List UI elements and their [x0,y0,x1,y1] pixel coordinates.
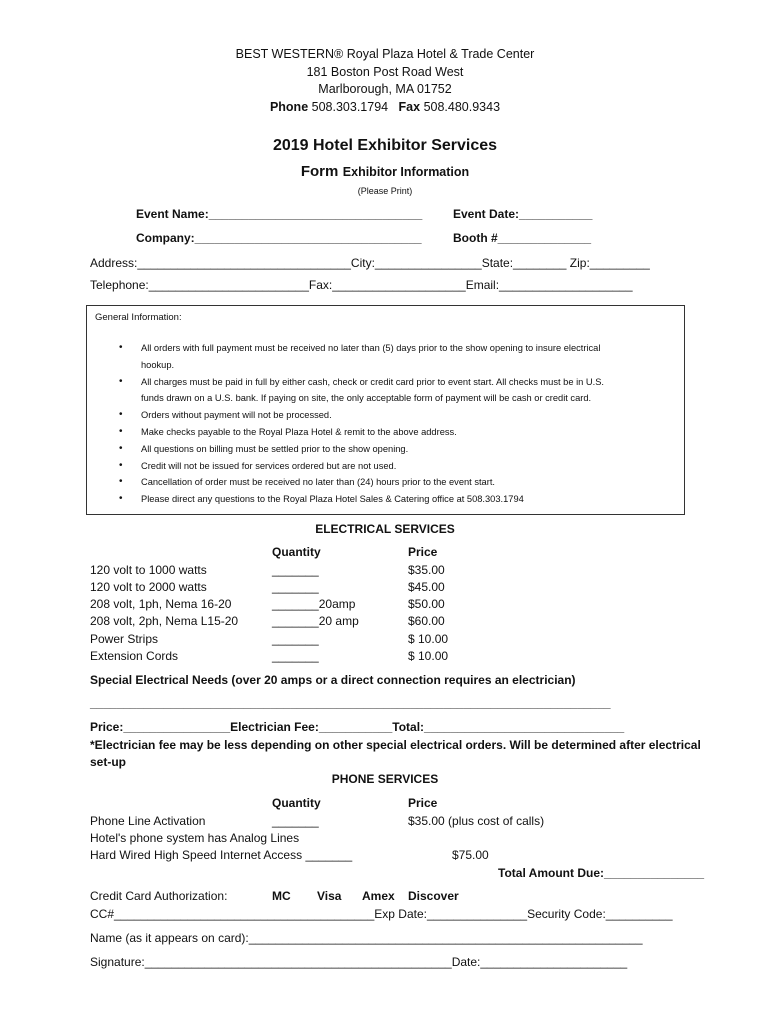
event-name-field[interactable]: Event Name:________________________________ [136,207,423,221]
electrical-qty-field[interactable]: _______20amp [272,597,356,611]
electrical-qty-field[interactable]: _______ [272,580,319,594]
general-info-box [86,305,685,515]
telephone-field[interactable]: Telephone:________________________Fax:____________________Email:____________________ [90,278,633,292]
page-subtitle [0,163,770,181]
electrical-item: 120 volt to 2000 watts [90,580,207,594]
fax-label: Fax [398,100,421,114]
general-info-item: • Credit will not be issued for services ordered but are not used. [141,458,671,475]
fax-number: 508.480.9343 [423,100,501,114]
general-info-text: funds drawn on a U.S. bank. If paying on site, the only acceptable form of payment will be cash or credit card. [141,393,592,404]
card-option-discover[interactable]: Discover [408,889,459,903]
signature-line[interactable]: Signature:______________________________________________Date:______________________ [90,955,628,969]
electrical-heading: ELECTRICAL SERVICES [315,522,455,536]
cc-number-line[interactable]: CC#_______________________________________Exp Date:_______________Security Code:__________ [90,907,673,921]
phone-line-qty-field[interactable]: _______ [272,814,319,828]
electrical-price: $50.00 [408,597,445,611]
electrical-qty-field[interactable]: _______20 amp [272,614,359,628]
phone-heading: PHONE SERVICES [331,772,439,786]
general-info-list [141,340,671,508]
phone-qty-header: Quantity [272,796,321,810]
electrical-price-header: Price [408,545,438,559]
hotel-city: Marlborough, MA 01752 [318,82,452,96]
event-date-field[interactable]: Event Date:___________ [453,207,593,221]
electrical-item: 120 volt to 1000 watts [90,563,207,577]
general-info-item: • All questions on billing must be settled prior to the show opening. [141,441,671,458]
total-amount-due-field[interactable]: Total Amount Due:_______________ [498,866,705,880]
electrical-item: Extension Cords [90,649,179,663]
electrical-item: 208 volt, 2ph, Nema L15-20 [90,614,239,628]
please-print-note: (Please Print) [357,186,413,196]
electrical-qty-header: Quantity [272,545,321,559]
electrical-price-line[interactable]: Price:________________Electrician Fee:___________Total:______________________________ [90,720,625,734]
special-needs-field[interactable]: ______________________________________________________________________________ [90,696,611,710]
general-info-item: • Orders without payment will not be processed. [141,407,671,424]
general-info-item-cont [141,357,671,374]
phone-line-price: $35.00 (plus cost of calls) [408,814,545,828]
electrical-price: $35.00 [408,563,445,577]
general-info-item: • All charges must be paid in full by either cash, check or credit card prior to event start. All checks must be in U.S. [141,374,671,391]
electrical-price: $60.00 [408,614,445,628]
address-field[interactable]: Address:________________________________City:________________State:________ Zip:_________ [90,256,650,270]
hotel-street: 181 Boston Post Road West [306,65,464,79]
electrical-price: $ 10.00 [408,649,449,663]
card-option-visa[interactable]: Visa [317,889,342,903]
phone-number: 508.303.1794 [311,100,389,114]
subtitle-form: Form [300,163,339,180]
phone-label: Phone [269,100,309,114]
hotel-contact [0,100,770,114]
electrician-fee-note: *Electrician fee may be less depending on other special electrical orders. Will be determined after electrical [90,738,701,752]
general-info-text: hookup. [141,359,175,370]
subtitle-info: Exhibitor Information [342,165,470,179]
page-title: 2019 Hotel Exhibitor Services [272,137,498,154]
electrician-fee-note-cont: set-up [90,755,126,769]
phone-price-header: Price [408,796,438,810]
card-option-amex[interactable]: Amex [362,889,395,903]
electrical-item: Power Strips [90,632,159,646]
company-field[interactable]: Company:__________________________________ [136,231,422,245]
internet-access-field[interactable]: Hard Wired High Speed Internet Access _______ [90,848,353,862]
card-option-mc[interactable]: MC [272,889,291,903]
internet-price: $75.00 [452,848,489,862]
general-info-title: General Information: [95,312,182,323]
general-info-item: • Make checks payable to the Royal Plaza Hotel & remit to the above address. [141,424,671,441]
general-info-item: • All orders with full payment must be received no later than (5) days prior to the show opening to insure electrical [141,340,671,357]
booth-field[interactable]: Booth #______________ [453,231,592,245]
special-needs-label: Special Electrical Needs (over 20 amps or a direct connection requires an electrician) [90,673,576,687]
electrical-qty-field[interactable]: _______ [272,632,319,646]
electrical-item: 208 volt, 1ph, Nema 16-20 [90,597,232,611]
electrical-price: $ 10.00 [408,632,449,646]
cc-authorization-label: Credit Card Authorization: [90,889,228,903]
general-info-item: • Cancellation of order must be received no later than (24) hours prior to the event start. [141,474,671,491]
general-info-item-cont [141,390,671,407]
electrical-price: $45.00 [408,580,445,594]
general-info-item: • Please direct any questions to the Royal Plaza Hotel Sales & Catering office at 508.303.1794 [141,491,671,508]
analog-lines-note: Hotel's phone system has Analog Lines [90,831,300,845]
hotel-name: BEST WESTERN® Royal Plaza Hotel & Trade Center [235,47,535,61]
cardholder-name-field[interactable]: Name (as it appears on card):___________________________________________________________ [90,931,643,945]
phone-line-activation: Phone Line Activation [90,814,206,828]
electrical-qty-field[interactable]: _______ [272,563,319,577]
electrical-qty-field[interactable]: _______ [272,649,319,663]
